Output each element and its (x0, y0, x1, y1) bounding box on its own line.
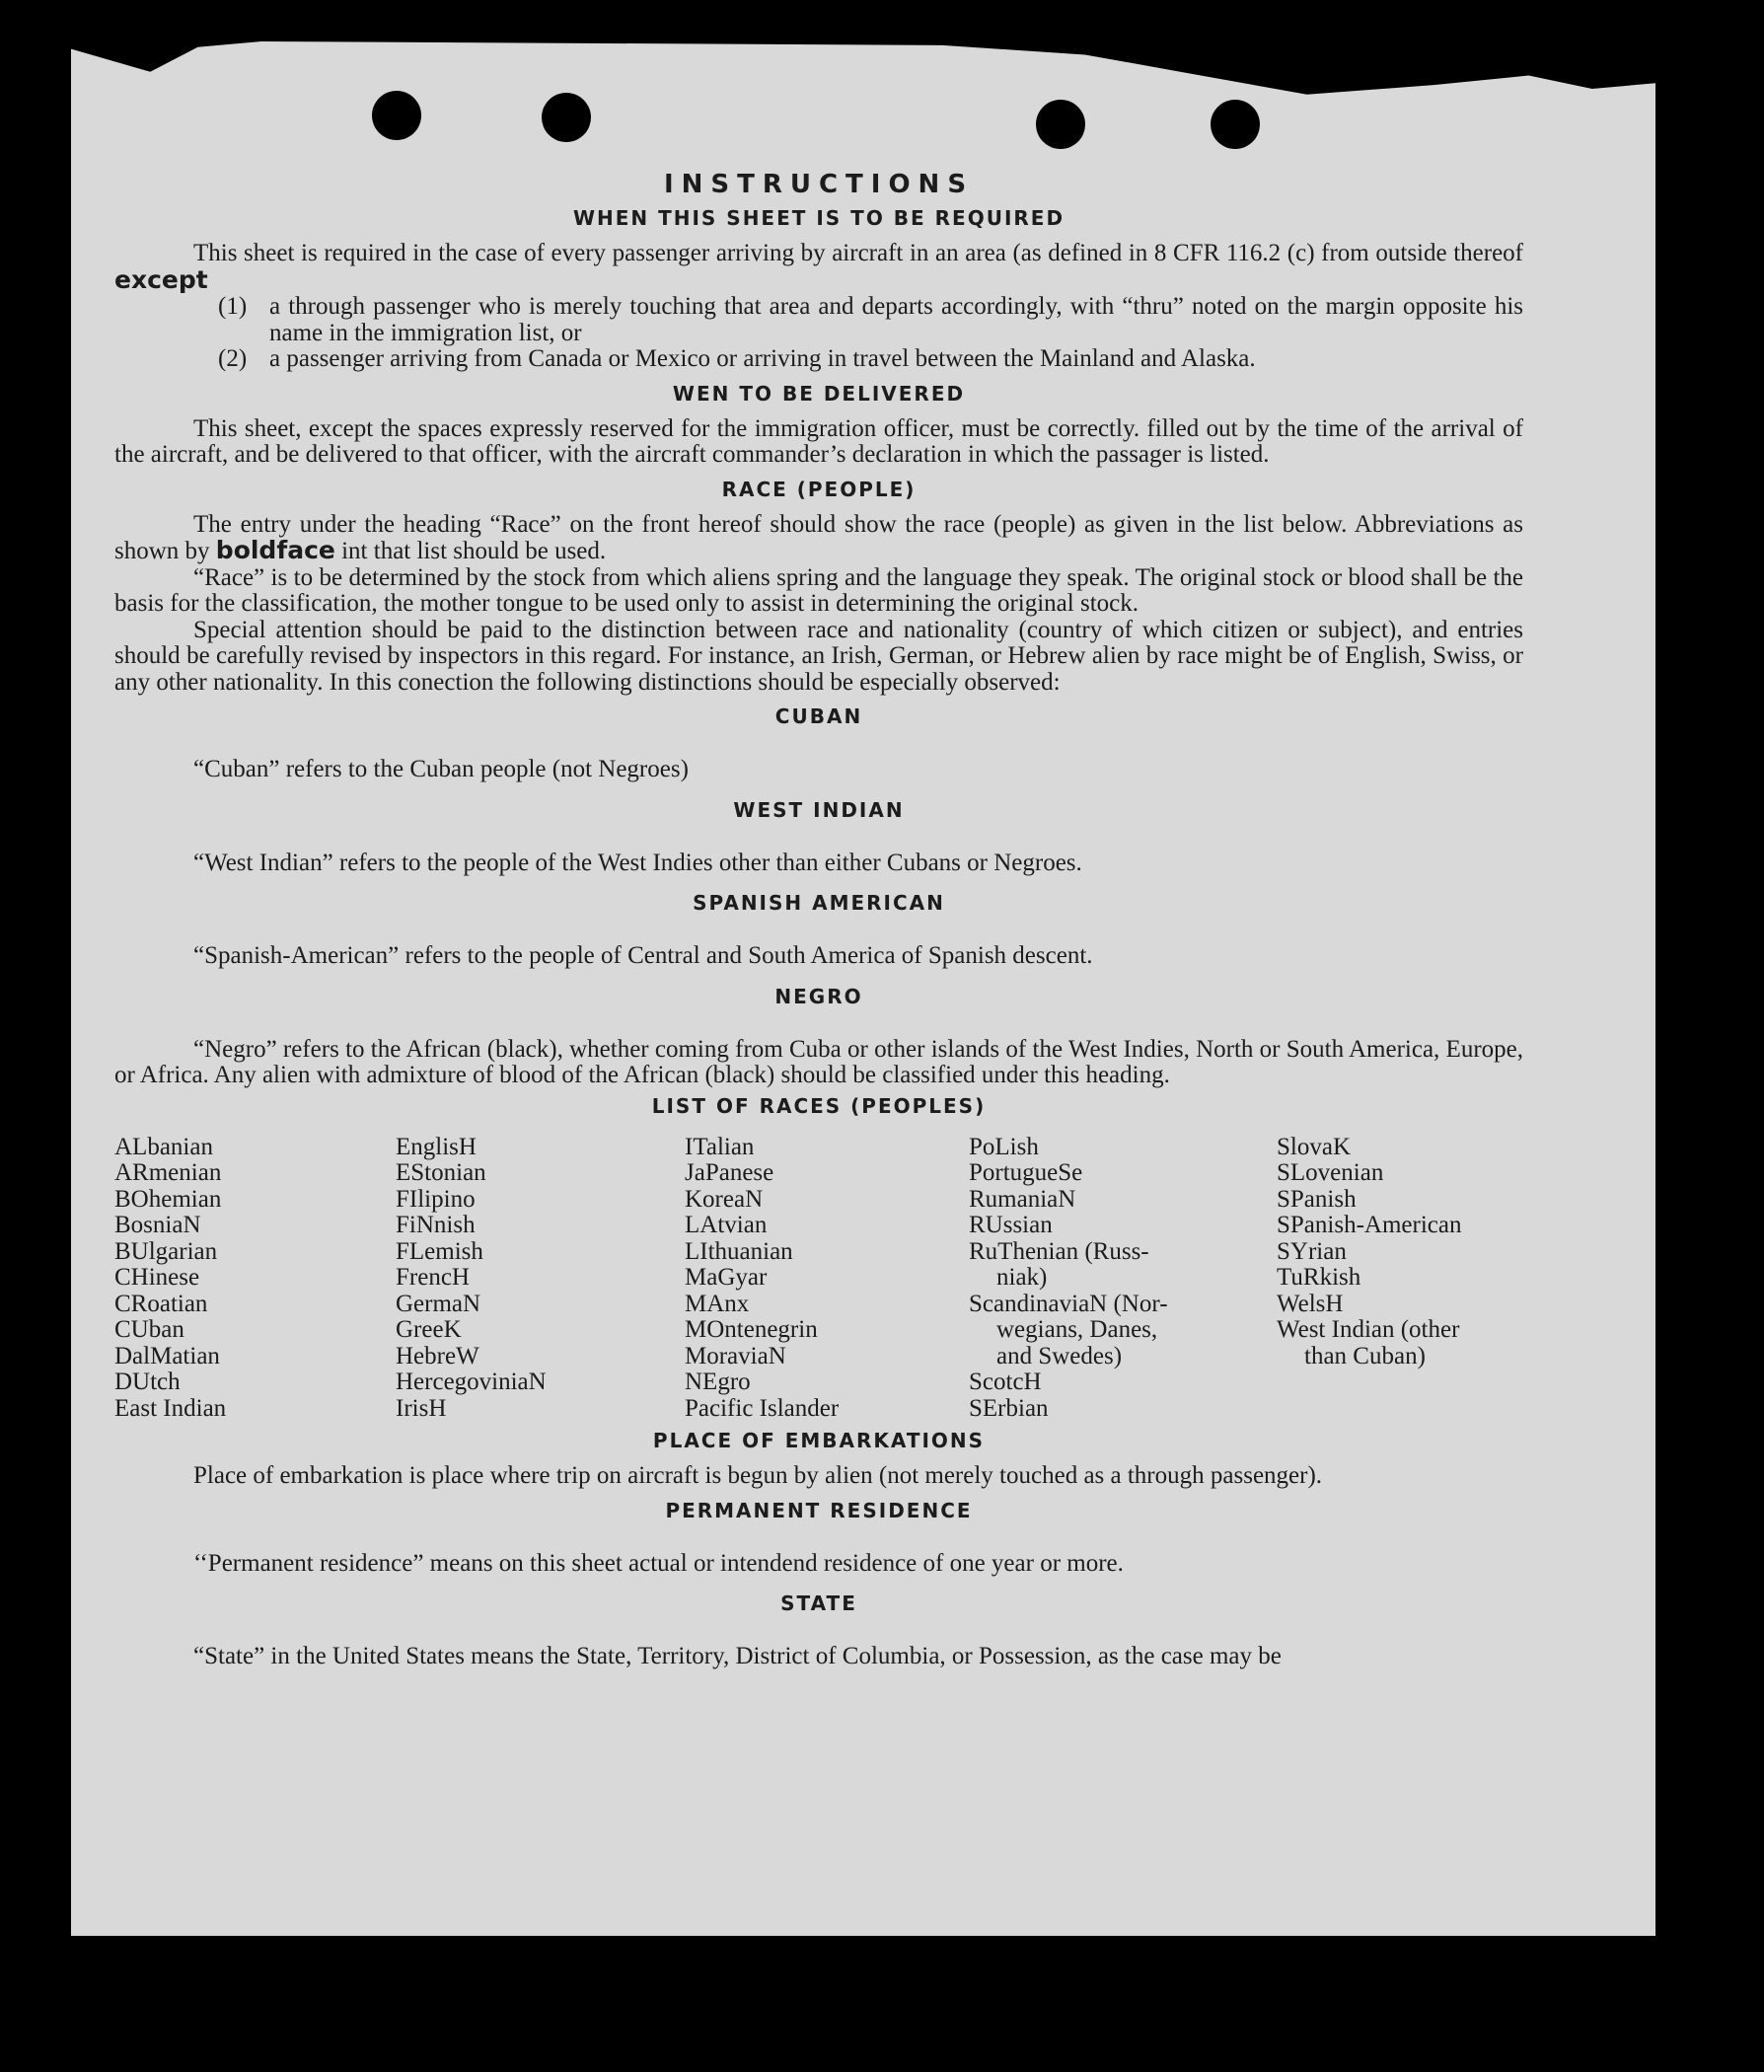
section-heading: CUBAN (774, 704, 863, 728)
paragraph: “Spanish-American” refers to the people of Central and South America of Spanish descent. (193, 942, 1093, 969)
punch-hole (372, 91, 421, 140)
race-entry: ALbanian (114, 1133, 213, 1160)
item-number: (1) (218, 293, 248, 320)
race-entry: PortugueSe (969, 1159, 1083, 1186)
item-text: a passenger arriving from Canada or Mexico or arriving in travel between the Mainland and Alaska. (269, 345, 1256, 372)
punch-hole (542, 93, 591, 142)
section-heading: SPANISH AMERICAN (693, 891, 945, 915)
race-entry: ARmenian (114, 1159, 222, 1186)
list-item (218, 346, 1523, 373)
spacer (114, 1626, 1523, 1644)
race-entry: LAtvian (685, 1212, 768, 1238)
race-entry: KoreaN (685, 1185, 764, 1213)
item-number: (2) (218, 345, 248, 372)
section-heading: PERMANENT RESIDENCE (665, 1498, 973, 1522)
race-entry: GreeK (396, 1316, 462, 1343)
race-entry: and Swedes) (996, 1342, 1123, 1369)
race-entry: BosniaN (114, 1212, 201, 1238)
race-entry: EnglisH (396, 1133, 477, 1160)
spacer (114, 925, 1523, 943)
punch-hole (1211, 100, 1260, 149)
race-entry: ITalian (685, 1133, 755, 1160)
section-heading: WHEN THIS SHEET IS TO BE REQUIRED (572, 206, 1066, 230)
race-entry: ScotcH (969, 1369, 1042, 1395)
race-entry: SYrian (1277, 1237, 1347, 1265)
races-column (1277, 1135, 1523, 1423)
race-entry: HebreW (396, 1342, 479, 1369)
bold-text: boldface (215, 536, 335, 564)
punch-hole (1036, 100, 1085, 149)
race-entry: FIlipino (396, 1185, 476, 1213)
paragraph (114, 512, 1523, 565)
race-entry: East Indian (114, 1394, 227, 1422)
race-entry: MAnx (685, 1290, 750, 1317)
page-title: INSTRUCTIONS (663, 170, 975, 199)
paragraph-text: The entry under the heading “Race” on the front hereof should show the race (people) as given in the list below. Abbreviations as shown by (114, 510, 1523, 564)
paragraph: “Race” is to be determined by the stock from which aliens spring and the language they speak. The original stock or blood shall be the basis for the classification, the mother tongue to be used only to assist in determining the original stock. (114, 563, 1523, 617)
section-heading: LIST OF RACES (PEOPLES) (651, 1093, 987, 1118)
race-entry: FiNnish (396, 1212, 476, 1238)
section-heading: WEST INDIAN (733, 797, 905, 822)
section-heading: RACE (PEOPLE) (721, 477, 917, 501)
spacer (114, 1019, 1523, 1037)
race-entry: HercegoviniaN (396, 1369, 547, 1395)
race-entry: BUlgarian (114, 1237, 218, 1265)
race-entry: IrisH (396, 1394, 447, 1422)
race-entry: CRoatian (114, 1290, 208, 1317)
race-entry: MOntenegrin (685, 1316, 818, 1343)
race-entry: ScandinaviaN (Nor- (969, 1290, 1168, 1317)
race-entry: wegians, Danes, (996, 1316, 1158, 1343)
race-entry: SErbian (969, 1394, 1049, 1422)
bold-text: except (114, 264, 208, 294)
paragraph: This sheet, except the spaces expressly reserved for the immigration officer, must be correctly. filled out by the time of the arrival of the aircraft, and be delivered to that officer, with the aircraft commander’s declaration in which the passager is listed. (114, 414, 1523, 468)
race-entry: TuRkish (1277, 1264, 1361, 1291)
list-item (218, 294, 1523, 346)
race-entry: West Indian (other (1277, 1316, 1460, 1343)
section-heading: NEGRO (774, 984, 863, 1008)
section-heading: STATE (780, 1591, 857, 1615)
race-entry: MoraviaN (685, 1342, 786, 1369)
paragraph: “State” in the United States means the State, Territory, District of Columbia, or Possession, as the case may be (193, 1643, 1282, 1669)
race-entry: CUban (114, 1316, 184, 1343)
races-column (969, 1135, 1277, 1423)
race-entry: RumaniaN (969, 1185, 1076, 1213)
paragraph: Special attention should be paid to the distinction between race and nationality (country of which citizen or subject), and entries should be carefully revised by inspectors in this regard. For instance, an Irish, German, or Hebrew alien by race might be of English, Swiss, or any other nationality. In this conection the following distinctions should be especially observed: (114, 616, 1523, 696)
item-text: a through passenger who is merely touching that area and departs accordingly, with “thru” noted on the margin opposite his name in the immigration list, or (269, 293, 1523, 346)
race-entry: DUtch (114, 1369, 181, 1395)
spacer (114, 833, 1523, 851)
race-entry: FLemish (396, 1237, 483, 1265)
race-entry: SPanish (1277, 1185, 1357, 1213)
races-column (114, 1135, 396, 1423)
race-entry: RUssian (969, 1212, 1053, 1238)
race-entry: Pacific Islander (685, 1394, 840, 1422)
race-entry: than Cuban) (1304, 1342, 1426, 1369)
race-entry: niak) (996, 1264, 1048, 1291)
paragraph: Place of embarkation is place where trip on aircraft is begun by alien (not merely touched as a through passenger). (193, 1462, 1323, 1489)
races-list (114, 1135, 1523, 1423)
section-heading: PLACE OF EMBARKATIONS (652, 1429, 986, 1452)
paragraph: “Negro” refers to the African (black), whether coming from Cuba or other islands of the West Indies, North or South America, Europe, or Africa. Any alien with admixture of blood of the African (black) should be classified under this heading. (114, 1035, 1523, 1088)
paragraph-text: int that list should be used. (341, 538, 607, 564)
spacer (114, 739, 1523, 757)
race-entry: SlovaK (1277, 1133, 1351, 1160)
paragraph: “West Indian” refers to the people of the West Indies other than either Cubans or Negroes. (193, 849, 1082, 876)
race-entry: GermaN (396, 1290, 481, 1317)
race-entry: JaPanese (685, 1159, 774, 1186)
paragraph-text: This sheet is required in the case of every passenger arriving by aircraft in an area (as defined in 8 CFR 116.2 (c) from outside thereof (193, 240, 1523, 266)
race-entry: SPanish-American (1277, 1212, 1462, 1238)
race-entry: SLovenian (1277, 1159, 1384, 1186)
spacer (114, 1533, 1523, 1551)
section-heading: WEN TO BE DELIVERED (672, 381, 966, 406)
race-entry: WelsH (1277, 1290, 1344, 1317)
race-entry: CHinese (114, 1264, 200, 1291)
race-entry: DalMatian (114, 1342, 220, 1369)
race-entry: LIthuanian (685, 1237, 793, 1265)
races-column (396, 1135, 685, 1423)
document-body (114, 168, 1523, 1670)
race-entry: RuThenian (Russ- (969, 1237, 1149, 1265)
race-entry: FrencH (396, 1264, 470, 1291)
race-entry: BOhemian (114, 1185, 222, 1213)
race-entry: MaGyar (685, 1264, 768, 1291)
race-entry: EStonian (396, 1159, 486, 1186)
races-column (685, 1135, 969, 1423)
race-entry: NEgro (685, 1369, 751, 1395)
paragraph (114, 241, 1523, 294)
paragraph: ‘‘Permanent residence” means on this sheet actual or intendend residence of one year or more. (193, 1549, 1124, 1577)
race-entry: PoLish (969, 1133, 1039, 1160)
paragraph: “Cuban” refers to the Cuban people (not Negroes) (193, 756, 689, 782)
